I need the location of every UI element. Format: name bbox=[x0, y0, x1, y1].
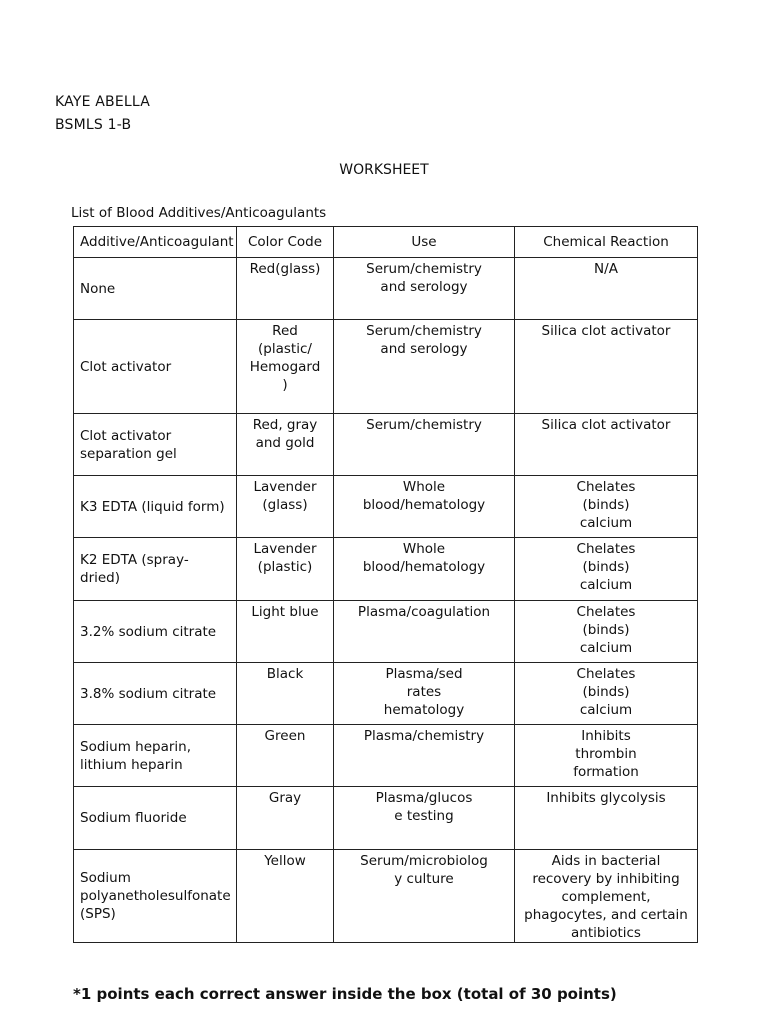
additive-cell-text: K3 EDTA (liquid form) bbox=[80, 498, 225, 515]
chemical-reaction-cell bbox=[515, 787, 698, 850]
color-code-cell-text: Red, gray and gold bbox=[252, 417, 318, 451]
table-caption: List of Blood Additives/Anticoagulants bbox=[71, 205, 327, 221]
chemical-reaction-cell-text: N/A bbox=[594, 261, 618, 277]
table-row bbox=[74, 320, 698, 414]
additive-cell-text: Sodium heparin, lithium heparin bbox=[80, 738, 191, 773]
use-cell-text: Serum/chemistry and serology bbox=[366, 323, 482, 357]
color-code-cell bbox=[237, 538, 334, 601]
use-cell-text: Plasma/chemistry bbox=[363, 728, 485, 744]
scoring-footnote: *1 points each correct answer inside the box (total of 30 points) bbox=[73, 985, 617, 1003]
additive-cell-text: Sodium polyanetholesulfonate (SPS) bbox=[80, 870, 231, 922]
additive-cell bbox=[74, 320, 237, 414]
additive-cell bbox=[74, 414, 237, 476]
table-row bbox=[74, 850, 698, 943]
color-code-cell bbox=[237, 787, 334, 850]
color-code-cell-text: Red(glass) bbox=[249, 261, 321, 277]
color-code-cell-text: Lavender (glass) bbox=[253, 479, 317, 513]
use-cell bbox=[334, 476, 515, 538]
table-header-row bbox=[74, 227, 698, 258]
additive-cell-text: Clot activator bbox=[80, 358, 172, 375]
use-cell-text: Serum/chemistry bbox=[366, 417, 482, 433]
table-row bbox=[74, 414, 698, 476]
color-code-cell-text: Light blue bbox=[251, 604, 319, 620]
color-code-cell bbox=[237, 414, 334, 476]
color-code-cell bbox=[237, 725, 334, 787]
color-code-cell-text: Black bbox=[266, 666, 304, 682]
table-row bbox=[74, 787, 698, 850]
additive-cell bbox=[74, 725, 237, 787]
chemical-reaction-cell bbox=[515, 476, 698, 538]
chemical-reaction-cell bbox=[515, 414, 698, 476]
chemical-reaction-cell bbox=[515, 725, 698, 787]
color-code-cell-text: Gray bbox=[268, 790, 302, 806]
table-body bbox=[74, 258, 698, 943]
column-header-use: Use bbox=[334, 227, 515, 258]
chemical-reaction-cell bbox=[515, 258, 698, 320]
use-cell bbox=[334, 787, 515, 850]
table-row bbox=[74, 476, 698, 538]
use-cell bbox=[334, 320, 515, 414]
chemical-reaction-cell-text: Chelates (binds) calcium bbox=[576, 604, 636, 656]
additive-cell bbox=[74, 258, 237, 320]
color-code-cell bbox=[237, 476, 334, 538]
use-cell bbox=[334, 663, 515, 725]
chemical-reaction-cell bbox=[515, 601, 698, 663]
additive-cell-text: 3.8% sodium citrate bbox=[80, 685, 217, 702]
use-cell-text: Serum/chemistry and serology bbox=[366, 261, 482, 295]
table-row bbox=[74, 258, 698, 320]
use-cell-text: Whole blood/hematology bbox=[362, 541, 486, 575]
additive-cell bbox=[74, 663, 237, 725]
worksheet-title: WORKSHEET bbox=[339, 162, 429, 178]
additive-cell-text: 3.2% sodium citrate bbox=[80, 623, 217, 640]
chemical-reaction-cell bbox=[515, 850, 698, 943]
student-name: KAYE ABELLA bbox=[55, 94, 150, 110]
use-cell bbox=[334, 258, 515, 320]
chemical-reaction-cell bbox=[515, 538, 698, 601]
column-header-color-code: Color Code bbox=[237, 227, 334, 258]
color-code-cell-text: Yellow bbox=[264, 853, 306, 869]
use-cell bbox=[334, 725, 515, 787]
additives-table bbox=[73, 226, 698, 943]
chemical-reaction-cell-text: Chelates (binds) calcium bbox=[576, 479, 636, 531]
additive-cell bbox=[74, 850, 237, 943]
table-row bbox=[74, 601, 698, 663]
use-cell-text: Plasma/coagulation bbox=[357, 604, 491, 620]
use-cell bbox=[334, 850, 515, 943]
chemical-reaction-cell-text: Silica clot activator bbox=[541, 323, 671, 339]
use-cell-text: Plasma/sed rates hematology bbox=[383, 666, 465, 718]
table-row bbox=[74, 663, 698, 725]
use-cell-text: Serum/microbiolog y culture bbox=[360, 853, 488, 887]
chemical-reaction-cell-text: Inhibits thrombin formation bbox=[573, 728, 639, 780]
additive-cell bbox=[74, 601, 237, 663]
color-code-cell bbox=[237, 258, 334, 320]
column-header-additive: Additive/Anticoagulant bbox=[74, 227, 237, 258]
table-row bbox=[74, 725, 698, 787]
additive-cell-text: Sodium fluoride bbox=[80, 810, 187, 826]
chemical-reaction-cell bbox=[515, 663, 698, 725]
additive-cell bbox=[74, 538, 237, 601]
color-code-cell bbox=[237, 601, 334, 663]
chemical-reaction-cell-text: Silica clot activator bbox=[541, 417, 671, 433]
column-header-chemical-reaction: Chemical Reaction bbox=[515, 227, 698, 258]
table-row bbox=[74, 538, 698, 601]
chemical-reaction-cell-text: Inhibits glycolysis bbox=[546, 790, 666, 806]
additive-cell bbox=[74, 787, 237, 850]
use-cell bbox=[334, 601, 515, 663]
additive-cell-text: None bbox=[80, 280, 116, 297]
color-code-cell bbox=[237, 663, 334, 725]
color-code-cell-text: Green bbox=[264, 728, 306, 744]
color-code-cell-text: Lavender (plastic) bbox=[253, 541, 317, 575]
color-code-cell bbox=[237, 320, 334, 414]
chemical-reaction-cell-text: Chelates (binds) calcium bbox=[576, 666, 636, 718]
use-cell bbox=[334, 414, 515, 476]
color-code-cell-text: Red (plastic/ Hemogard ) bbox=[249, 323, 321, 393]
chemical-reaction-cell-text: Chelates (binds) calcium bbox=[576, 541, 636, 593]
chemical-reaction-cell bbox=[515, 320, 698, 414]
student-section: BSMLS 1-B bbox=[55, 117, 132, 133]
use-cell-text: Plasma/glucos e testing bbox=[375, 790, 473, 824]
use-cell bbox=[334, 538, 515, 601]
additive-cell bbox=[74, 476, 237, 538]
use-cell-text: Whole blood/hematology bbox=[362, 479, 486, 513]
additive-cell-text: K2 EDTA (spray- dried) bbox=[80, 552, 189, 586]
chemical-reaction-cell-text: Aids in bacterial recovery by inhibiting complement, phagocytes, and certain antibiotics bbox=[524, 853, 688, 941]
color-code-cell bbox=[237, 850, 334, 943]
additive-cell-text: Clot activator separation gel bbox=[80, 427, 177, 462]
